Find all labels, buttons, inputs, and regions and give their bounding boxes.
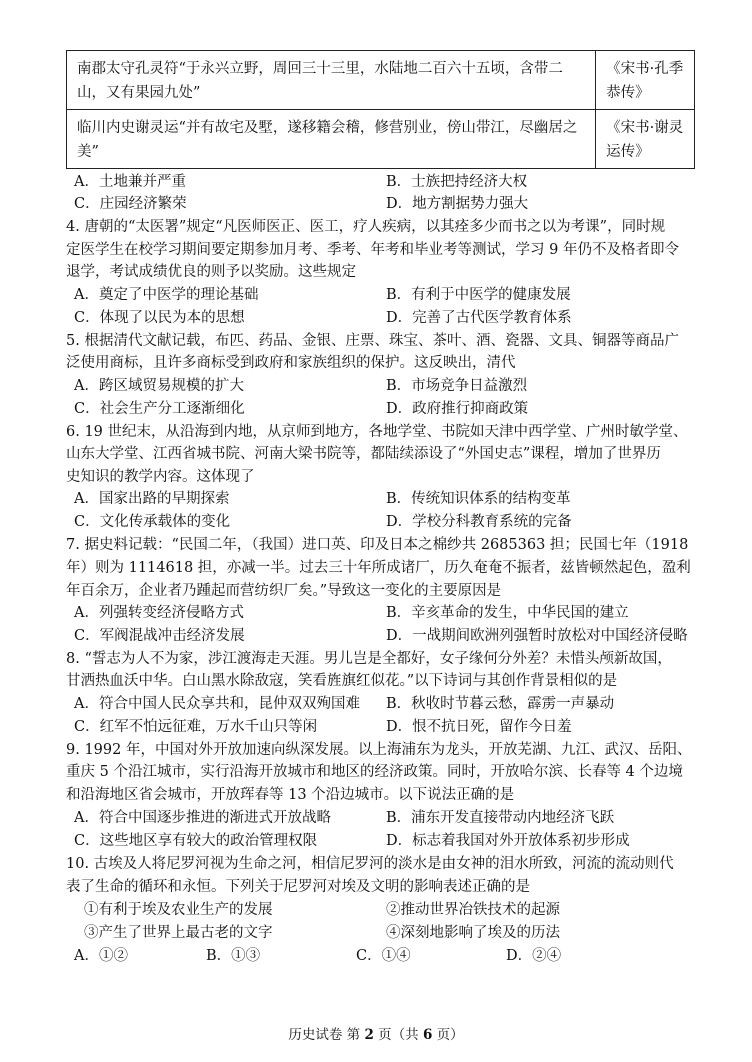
q4-option-b: B．有利于中医学的健康发展	[386, 287, 571, 303]
q10-stem-line: 10. 古埃及人将尼罗河视为生命之河，相信尼罗河的淡水是由女神的泪水所致，河流的流动则代	[66, 856, 674, 872]
q6-option-c: C．文化传承载体的变化	[74, 514, 231, 530]
q9-stem-line: 9. 1992 年，中国对外开放加速向纵深发展。以上海浦东为龙头，开放芜湖、九江、武汉、岳阳、	[66, 742, 692, 758]
q7-option-a: A．列强转变经济侵略方式	[74, 605, 244, 621]
q5-option-c: C．社会生产分工逐渐细化	[74, 401, 245, 417]
q8-option-c: C．红军不怕远征难，万水千山只等闲	[74, 719, 318, 735]
q10-option-b: B．①③	[206, 948, 261, 964]
q8-stem-line: 8. “誓志为人不为家，涉江渡海走天涯。男儿岂是全都好，女子缘何分外差？未惜头颅新故国，	[66, 651, 672, 667]
q7-option-c: C．军阀混战冲击经济发展	[74, 628, 245, 644]
q8-stem-line: 甘洒热血沃中华。白山黑水除敌寇，笑看旌旗红似花。”以下诗词与其创作背景相似的是	[66, 673, 618, 689]
q3-option-c: C．庄园经济繁荣	[74, 196, 187, 212]
q8-option-d: D．恨不抗日死，留作今日羞	[386, 719, 572, 735]
footer-suffix: 页）	[432, 1027, 464, 1043]
q9-option-b: B．浦东开发直接带动内地经济飞跃	[386, 810, 615, 826]
q6-option-b: B．传统知识体系的结构变革	[386, 491, 571, 507]
q9-option-a: A．符合中国逐步推进的渐进式开放战略	[74, 810, 331, 826]
footer-total-pages: 6	[422, 1027, 433, 1043]
table-source-cell: 《宋书·孔季恭传》	[596, 51, 695, 110]
q9-stem-line: 和沿海地区省会城市，开放珲春等 13 个沿边城市。以下说法正确的是	[66, 787, 515, 803]
q6-option-d: D．学校分科教育系统的完备	[386, 514, 572, 530]
q10-option-a: A．①②	[74, 948, 128, 964]
q10-option-d: D．②④	[506, 948, 562, 964]
q5-stem-line: 5. 根据清代文献记载，布匹、药品、金银、庄票、珠宝、茶叶、酒、瓷器、文具、铜器等商品广	[66, 333, 679, 349]
q3-option-b: B．士族把持经济大权	[386, 174, 528, 190]
q6-stem-line: 史知识的教学内容。这体现了	[66, 469, 255, 485]
q4-stem-line: 退学，考试成绩优良的则予以奖励。这些规定	[66, 264, 356, 280]
q7-stem-line: 年）则为 1114618 担，亦减一半。过去三十年所成诸厂，历久奄奄不振者，兹皆顿然起色，盈利	[66, 560, 691, 576]
q7-option-b: B．辛亥革命的发生，中华民国的建立	[386, 605, 629, 621]
source-table	[66, 50, 695, 169]
footer-prefix: 历史试卷 第	[288, 1027, 365, 1043]
q3-option-d: D．地方割据势力强大	[386, 196, 529, 212]
q5-option-b: B．市场竞争日益激烈	[386, 378, 528, 394]
q7-stem-line: 年百余万，企业者乃踵起而营纺织厂矣。”导致这一变化的主要原因是	[66, 583, 502, 599]
table-source-cell: 《宋书·谢灵运传》	[596, 110, 695, 169]
q10-option-c: C．①④	[356, 948, 411, 964]
q7-option-d: D．一战期间欧洲列强暂时放松对中国经济侵略	[386, 628, 688, 644]
q5-option-a: A．跨区域贸易规模的扩大	[74, 378, 244, 394]
table-quote-cell: 南郡太守孔灵符“于永兴立野，周回三十三里，水陆地二百六十五顷，含带二山，又有果园九处”	[67, 51, 596, 110]
q4-option-c: C．体现了以民为本的思想	[74, 310, 245, 326]
q9-option-c: C．这些地区享有较大的政治管理权限	[74, 833, 318, 849]
q4-stem-line: 定医学生在校学习期间要定期参加月考、季考、年考和毕业考等测试，学习 9 年仍不及格者即令	[66, 242, 679, 258]
q10-statement: ④深刻地影响了埃及的历法	[386, 925, 560, 941]
table-row	[67, 51, 695, 110]
footer-page-number: 2	[364, 1027, 374, 1043]
q5-option-d: D．政府推行抑商政策	[386, 401, 529, 417]
q4-stem-line: 4. 唐朝的“太医署”规定“凡医师医正、医工，疗人疾病，以其痊多少而书之以为考课”，同时规	[66, 219, 666, 235]
q10-statement: ③产生了世界上最古老的文字	[84, 925, 273, 941]
q8-option-a: A．符合中国人民众享共和，昆仲双双殉国难	[74, 696, 360, 712]
q6-stem-line: 山东大学堂、江西省城书院、河南大梁书院等，都陆续添设了“外国史志”课程，增加了世界历	[66, 446, 661, 462]
q4-option-a: A．奠定了中医学的理论基础	[74, 287, 259, 303]
table-row	[67, 110, 695, 169]
q9-stem-line: 重庆 5 个沿江城市，实行沿海开放城市和地区的经济政策。同时，开放哈尔滨、长春等 4 个边境	[66, 764, 683, 780]
q8-option-b: B．秋收时节暮云愁，霹雳一声暴动	[386, 696, 615, 712]
q10-stem-line: 表了生命的循环和永恒。下列关于尼罗河对埃及文明的影响表述正确的是	[66, 879, 530, 895]
page-footer	[0, 1023, 752, 1043]
q5-stem-line: 泛使用商标，且许多商标受到政府和家族组织的保护。这反映出，清代	[66, 355, 516, 371]
footer-mid: 页（共	[373, 1027, 423, 1043]
q4-option-d: D．完善了古代医学教育体系	[386, 310, 572, 326]
q3-option-a: A．土地兼并严重	[74, 174, 186, 190]
table-quote-cell: 临川内史谢灵运“并有故宅及墅，遂移籍会稽，修营别业，傍山带江，尽幽居之美”	[67, 110, 596, 169]
q6-option-a: A．国家出路的早期探索	[74, 491, 230, 507]
q10-statement: ①有利于埃及农业生产的发展	[84, 902, 273, 918]
q10-statement: ②推动世界冶铁技术的起源	[386, 902, 560, 918]
q7-stem-line: 7. 据史料记载：“民国二年，（我国）进口英、印及日本之棉纱共 2685363 担；民国七年（1918	[66, 537, 689, 553]
q6-stem-line: 6. 19 世纪末，从沿海到内地，从京师到地方，各地学堂、书院如天津中西学堂、广州时敏学堂、	[66, 424, 688, 440]
q9-option-d: D．标志着我国对外开放体系初步形成	[386, 833, 630, 849]
